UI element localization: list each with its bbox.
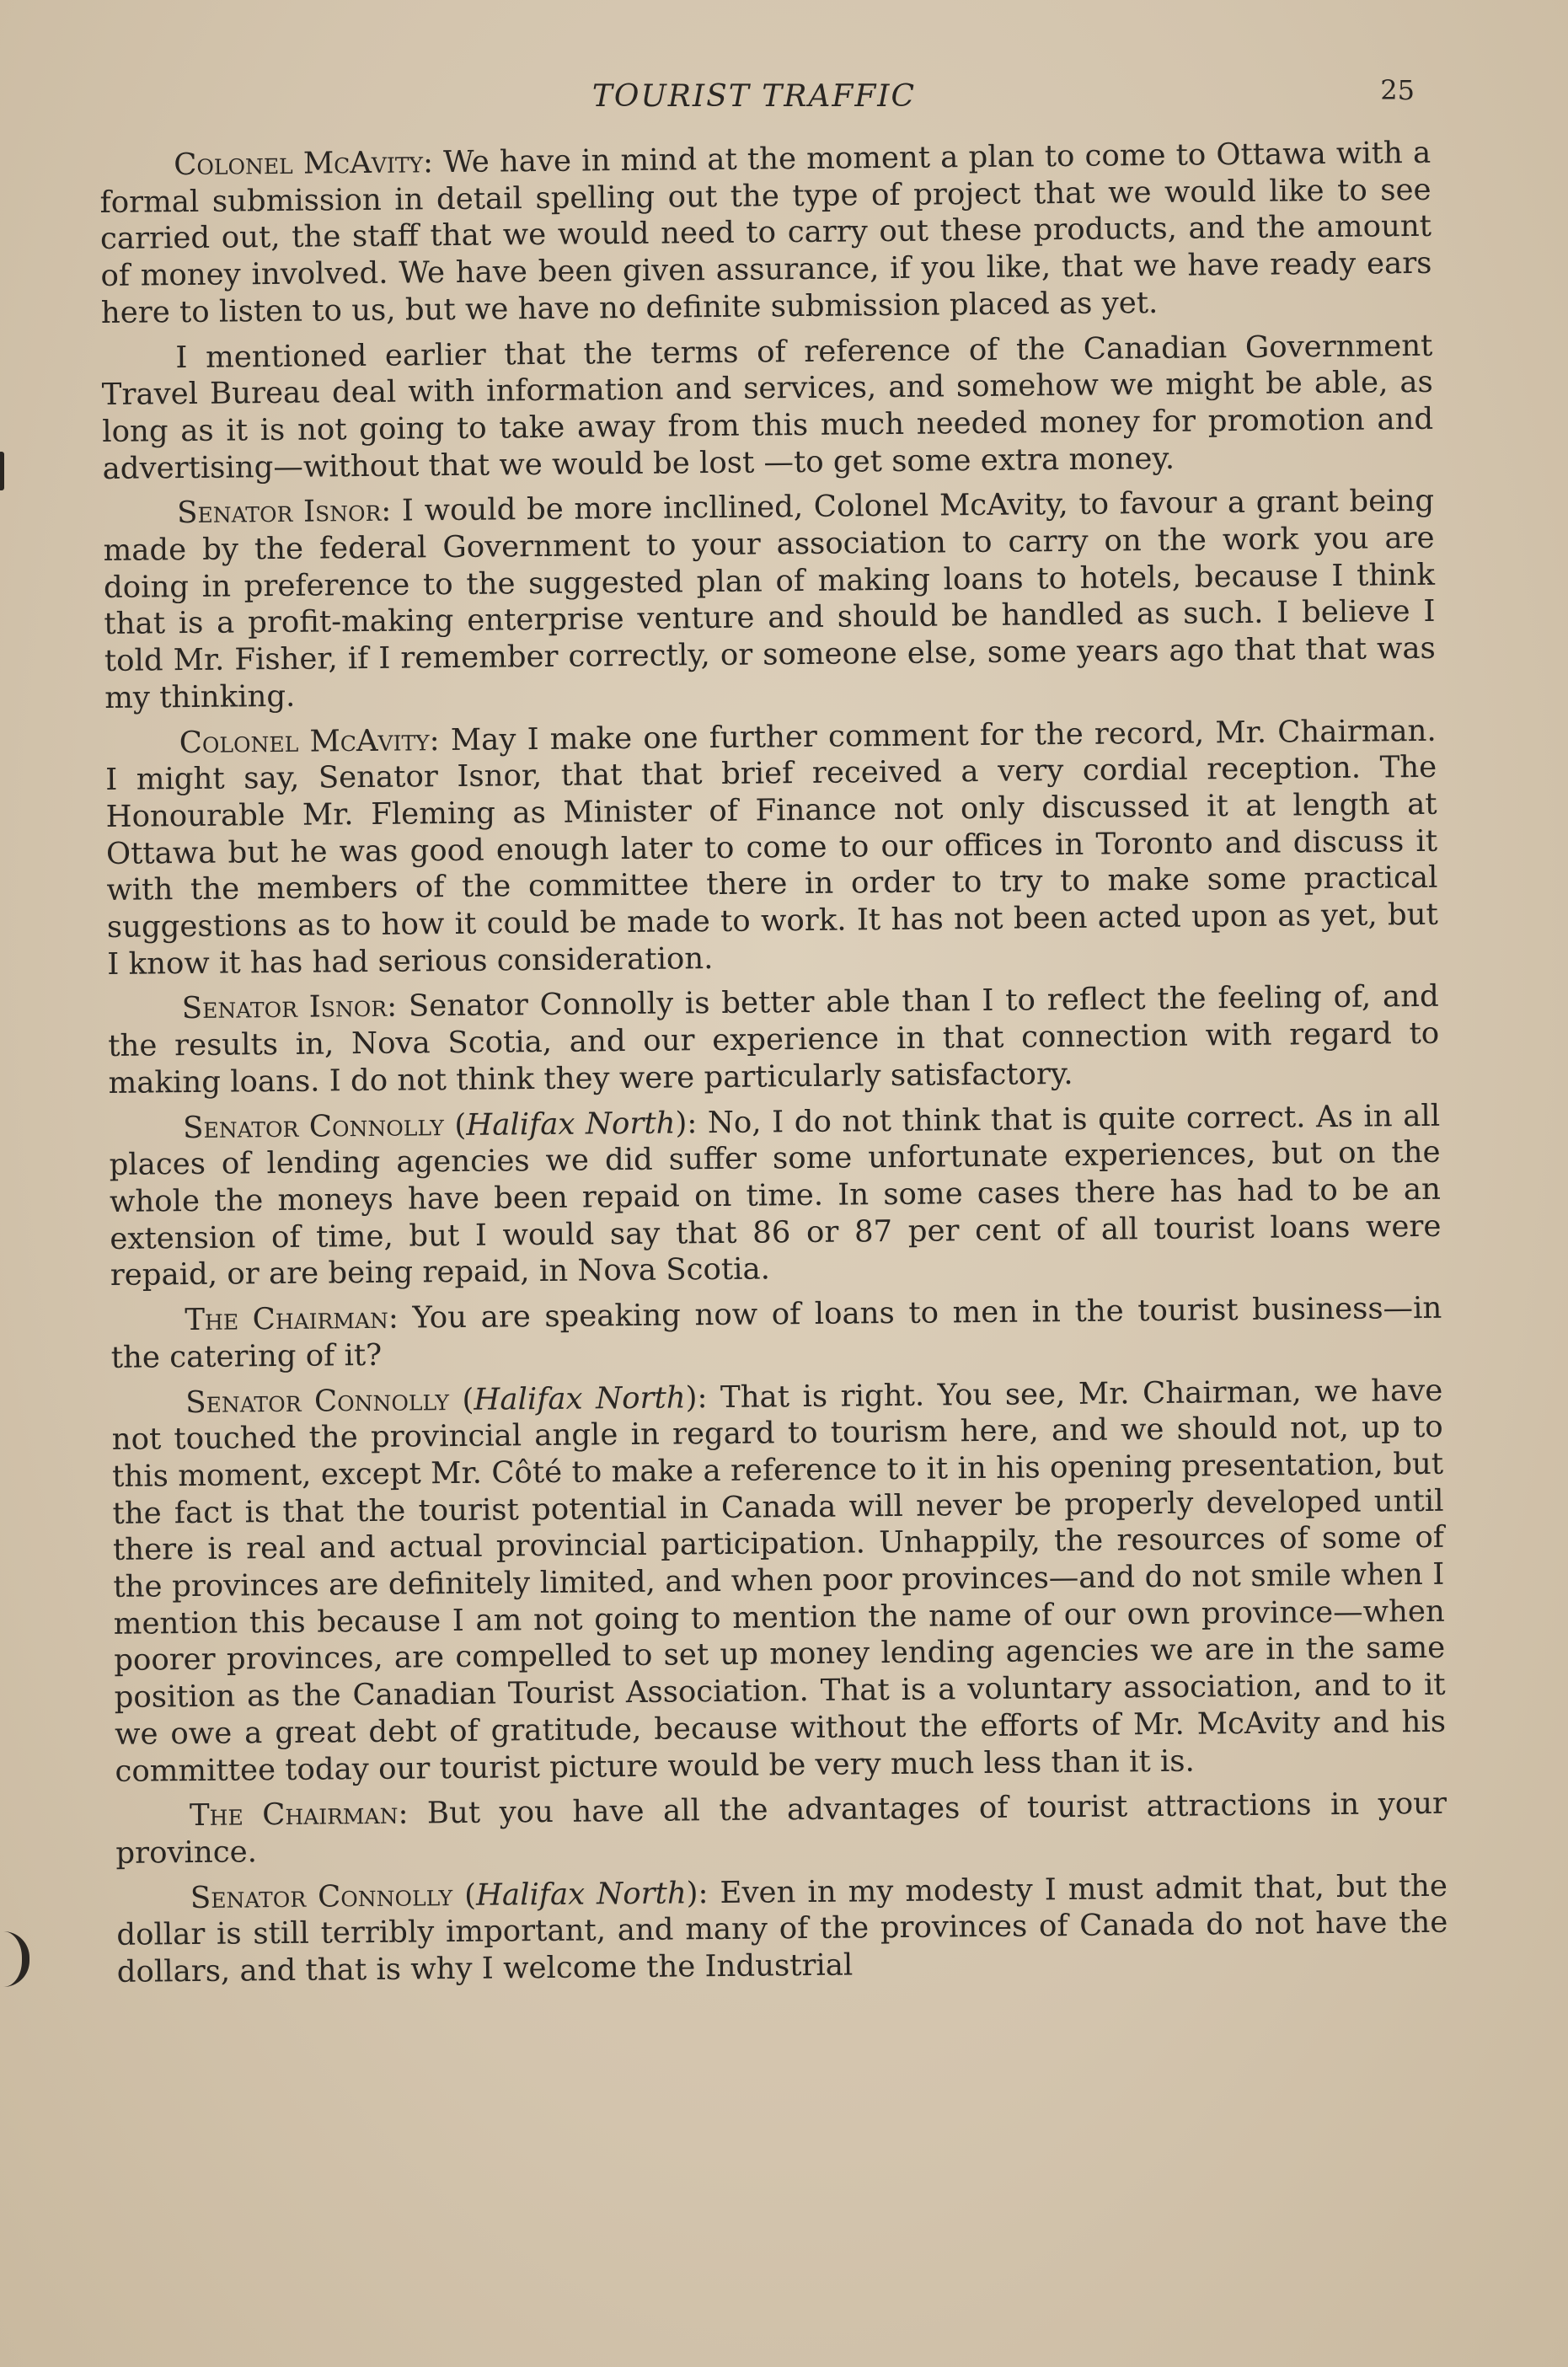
speaker-name: The Chairman	[185, 1300, 389, 1338]
paragraph-text: I mentioned earlier that the terms of reference of the Canadian Government Travel Bureau deal with information and services, and somehow we might be able, as long as it is not going to take away from this much needed money for promotion and advertising—without that we would be lost —to get some extra money.	[101, 328, 1434, 486]
speaker-name: Senator Connolly	[190, 1877, 453, 1915]
paragraph-text: : But you have all the advantages of tourist attractions in your province.	[115, 1786, 1448, 1871]
paragraph-text: : Even in my modesty I must admit that, but the dollar is still terribly important, and many of the provinces of Canada do not have the dollars, and that is why I welcome the Industrial	[116, 1868, 1448, 1989]
paragraph-text: : That is right. You see, Mr. Chairman, we have not touched the provincial angle in regard to tourism here, and we should not, up to this moment, except Mr. Côté to make a reference to it in his opening presentation, but the fact is that the tourist potential in Canada will never be properly developed until there is real and actual provincial participation. Unhappily, the resources of some of the provinces are definitely limited, and when poor provinces—and do not smile when I mention this because I am not going to mention the name of our own province—when poorer provinces, are compelled to set up money lending agencies we are in the same position as the Canadian Tourist Association. That is a voluntary association, and to it we owe a great debt of gratitude, because without the efforts of Mr. McAvity and his committee today our tourist picture would be very much less than it is.	[111, 1373, 1447, 1789]
transcript-body	[99, 135, 1448, 2000]
paragraph	[108, 978, 1440, 1101]
paragraph-text: : May I make one further comment for the record, Mr. Chairman. I might say, Senator Isnor, that that brief received a very cordial reception. The Honourable Mr. Fleming as Minister of Finance not only discussed it at length at Ottawa but he was good enough later to come to our offices in Toronto and discuss it with the members of the committee there in order to try to make some practical suggestions as to how it could be made to work. It has not been acted upon as yet, but I know it has had serious consideration.	[105, 713, 1439, 982]
paragraph	[103, 483, 1436, 716]
speaker-name: The Chairman	[189, 1796, 399, 1834]
riding-name: Halifax North	[466, 1106, 676, 1143]
page-number: 25	[1380, 74, 1415, 106]
riding-close: )	[685, 1379, 698, 1415]
speaker-name: Senator Connolly	[185, 1382, 450, 1420]
speaker-name: Colonel McAvity	[179, 722, 430, 760]
riding-close: )	[686, 1875, 698, 1911]
paragraph-text: : Senator Connolly is better able than I to reflect the feeling of, and the results in, Nova Scotia, and our experience in that connection with regard to making loans. I do not think they were particularly satisfactory.	[108, 979, 1440, 1100]
page-header	[0, 74, 1568, 125]
speaker-name: Senator Isnor	[176, 494, 382, 531]
paragraph-text: : You are speaking now of loans to men in the tourist business—in the catering of it?	[110, 1290, 1442, 1375]
paragraph: Senator Connolly (Halifax North): No, I do not think that is quite correct. As in all places of lending agencies we did suffer some unfortunate experiences, but on the whole the moneys have been repaid on time. In some cases there has had to be an extension of time, but I would say that 86 or 87 per cent of all tourist loans were repaid, or are being repaid, in Nova Scotia.	[109, 1098, 1442, 1293]
running-head: TOURIST TRAFFIC	[591, 79, 917, 114]
paragraph	[101, 327, 1434, 487]
paragraph: Senator Connolly (Halifax North): Even in my modesty I must admit that, but the dollar is still terribly important, and many of the provinces of Canada do not have the dollars, and that is why I welcome the Industrial	[116, 1868, 1448, 1989]
paragraph	[110, 1290, 1442, 1377]
paragraph-text: : I would be more incllined, Colonel McAvity, to favour a grant being made by the federal Government to your association to carry on the work you are doing in preference to the suggested plan of making loans to hotels, because I think that is a profit-making enterprise venture and should be handled as such. I believe I told Mr. Fisher, if I remember correctly, or someone else, some years ago that that was my thinking.	[103, 484, 1436, 715]
riding-name: Halifax North	[474, 1379, 686, 1417]
paragraph	[115, 1786, 1448, 1872]
paragraph: Senator Connolly (Halifax North): That is right. You see, Mr. Chairman, we have not touched the provincial angle in regard to tourism here, and we should not, up to this moment, except Mr. Côté to make a reference to it in his opening presentation, but the fact is that the tourist potential in Canada will never be properly developed until there is real and actual provincial participation. Unhappily, the resources of some of the provinces are definitely limited, and when poor provinces—and do not smile when I mention this because I am not going to mention the name of our own province—when poorer provinces, are compelled to set up money lending agencies we are in the same position as the Canadian Tourist Association. That is a voluntary association, and to it we owe a great debt of gratitude, because without the efforts of Mr. McAvity and his committee today our tourist picture would be very much less than it is.	[111, 1373, 1447, 1789]
paragraph	[99, 135, 1432, 332]
riding-name: Halifax North	[475, 1876, 687, 1913]
speaker-name: Colonel McAvity	[174, 145, 424, 183]
paragraph-text: : We have in mind at the moment a plan to come to Ottawa with a formal submission in detail spelling out the type of project that we would like to see carried out, the staff that we would need to carry out these products, and the amount of money involved. We have been given assurance, if you like, that we have ready ears here to listen to us, but we have no definite submission placed as yet.	[99, 135, 1432, 330]
paragraph-text: : No, I do not think that is quite correct. As in all places of lending agencies we did suffer some unfortunate experiences, but on the whole the moneys have been repaid on time. In some cases there has had to be an extension of time, but I would say that 86 or 87 per cent of all tourist loans were repaid, or are being repaid, in Nova Scotia.	[109, 1098, 1442, 1293]
speaker-name: Senator Isnor	[181, 989, 388, 1026]
paragraph	[105, 712, 1439, 983]
binding-mark-top	[0, 452, 4, 490]
binding-mark-bottom	[3, 1931, 29, 1987]
riding-close: )	[675, 1105, 688, 1141]
speaker-name: Senator Connolly	[182, 1107, 445, 1145]
